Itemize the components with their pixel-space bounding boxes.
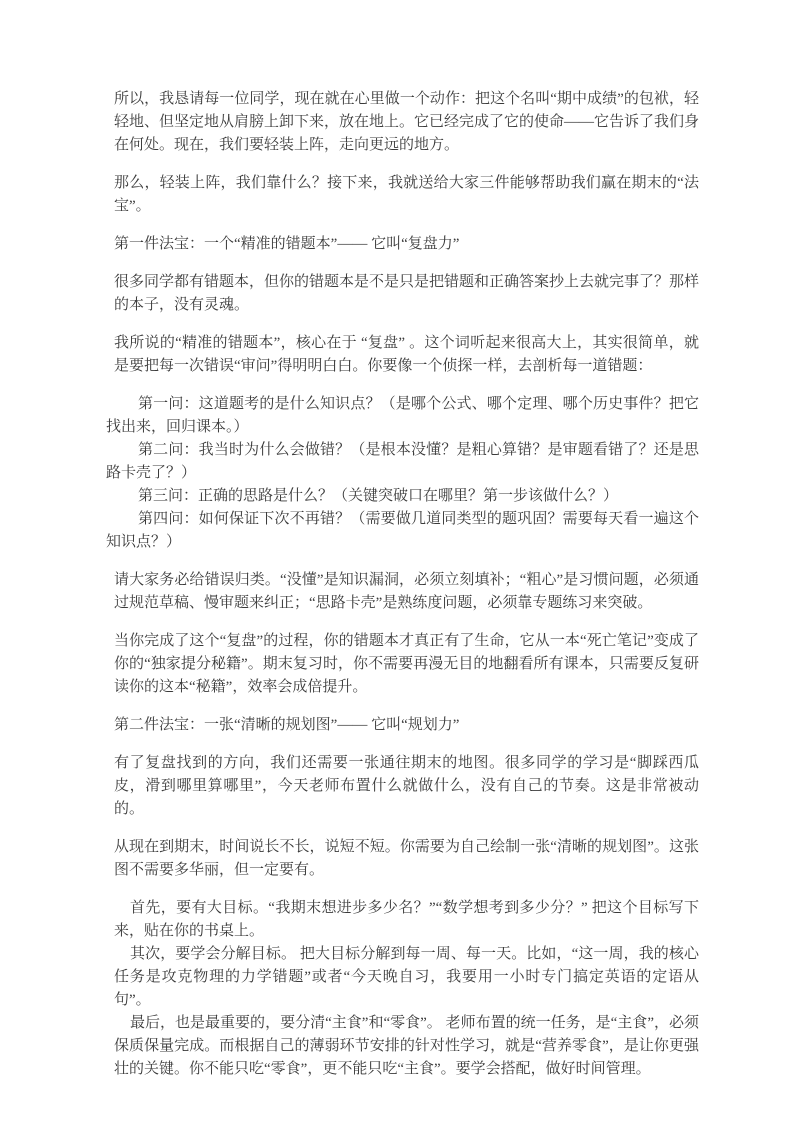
paragraph: 从现在到期末，时间说长不长，说短不短。你需要为自己绘制一张“清晰的规划图”。这张图不需要多华丽，但一定要有。 bbox=[114, 839, 699, 878]
paragraph: 请大家务必给错误归类。“没懂”是知识漏洞，必须立刻填补；“粗心”是习惯问题，必须通过规范草稿、慢审题来纠正；“思路卡壳”是熟练度问题，必须靠专题练习来突破。 bbox=[114, 572, 699, 611]
paragraph: 很多同学都有错题本，但你的错题本是不是只是把错题和正确答案抄上去就完事了？那样的本子，没有灵魂。 bbox=[114, 274, 700, 313]
paragraph: 首先，要有大目标。“我期末想进步多少名？”“数学想考到多少分？” 把这个目标写下来，贴在你的书桌上。 bbox=[114, 900, 699, 939]
paragraph: 第二问：我当时为什么会做错？（是根本没懂？是粗心算错？是审题看错了？还是思路卡壳了？） bbox=[106, 442, 699, 481]
paragraph: 第四问：如何保证下次不再错？（需要做几道同类型的题巩固？需要每天看一遍这个知识点？） bbox=[106, 511, 699, 550]
document-text-block bbox=[106, 88, 699, 1081]
section-heading: 第二件法宝：一张“清晰的规划图”—— 它叫“规划力” bbox=[114, 717, 460, 733]
paragraph: 其次，要学会分解目标。 把大目标分解到每一周、每一天。比如，“这一周，我的核心任务是攻克物理的力学错题”或者“今天晚自习，我要用一小时专门搞定英语的定语从句”。 bbox=[114, 946, 699, 1008]
paragraph: 最后，也是最重要的，要分清“主食”和“零食”。 老师布置的统一任务，是“主食”，必须保质保量完成。而根据自己的薄弱环节安排的针对性学习，就是“营养零食”，是让你更强壮的关键。你不能只吃“零食”，更不能只吃“主食”。要学会搭配，做好时间管理。 bbox=[114, 1015, 699, 1077]
paragraph: 有了复盘找到的方向，我们还需要一张通往期末的地图。很多同学的学习是“脚踩西瓜皮，滑到哪里算哪里”，今天老师布置什么就做什么，没有自己的节奏。这是非常被动的。 bbox=[114, 755, 699, 817]
section-heading: 第一件法宝：一个“精准的错题本”—— 它叫“复盘力” bbox=[114, 236, 460, 252]
paragraph: 那么，轻装上阵，我们靠什么？接下来，我就送给大家三件能够帮助我们赢在期末的“法宝”。 bbox=[114, 175, 699, 214]
paragraph: 当你完成了这个“复盘”的过程，你的错题本才真正有了生命，它从一本“死亡笔记”变成了你的“独家提分秘籍”。期末复习时，你不需要再漫无目的地翻看所有课本，只需要反复研读你的这本“秘籍”，效率会成倍提升。 bbox=[114, 633, 699, 695]
paragraph: 第三问：正确的思路是什么？（关键突破口在哪里？第一步该做什么？） bbox=[138, 488, 619, 504]
paragraph: 第一问：这道题考的是什么知识点？（是哪个公式、哪个定理、哪个历史事件？把它找出来，回归课本。） bbox=[106, 396, 699, 435]
paragraph: 我所说的“精准的错题本”，核心在于 “复盘” 。这个词听起来很高大上，其实很简单，就是要把每一次错误“审问”得明明白白。你要像一个侦探一样，去剖析每一道错题： bbox=[114, 335, 699, 374]
paragraph: 所以，我恳请每一位同学，现在就在心里做一个动作：把这个名叫“期中成绩”的包袱，轻轻地、但坚定地从肩膀上卸下来，放在地上。它已经完成了它的使命——它告诉了我们身在何处。现在，我们要轻装上阵，走向更远的地方。 bbox=[114, 91, 700, 153]
